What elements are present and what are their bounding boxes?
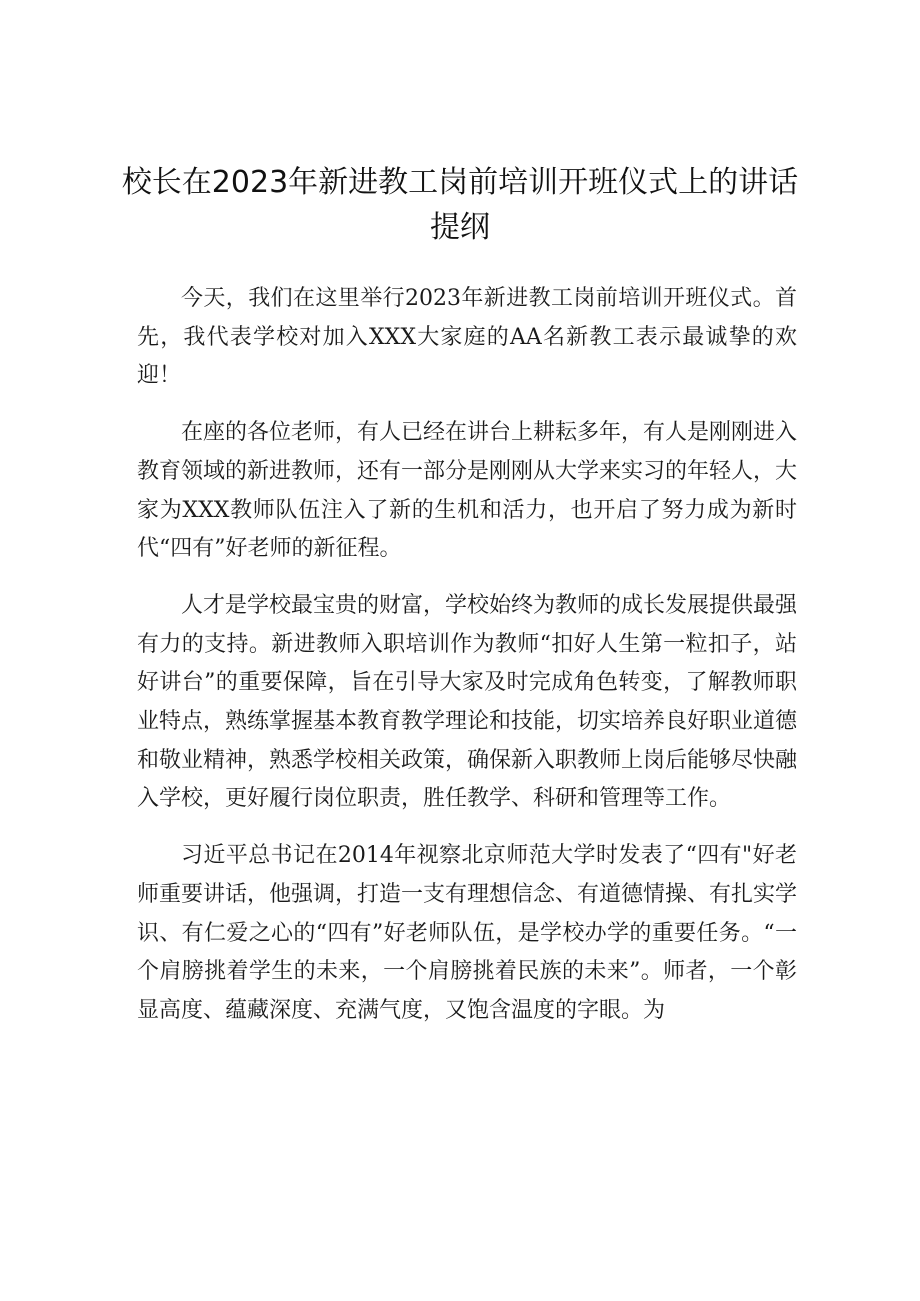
paragraph-1: 今天，我们在这里举行2023年新进教工岗前培训开班仪式。首先，我代表学校对加入XXX大家庭的AA名新教工表示最诚挚的欢迎！ <box>137 286 797 389</box>
paragraph-4: 习近平总书记在2014年视察北京师范大学时发表了“四有"好老师重要讲话，他强调，打造一支有理想信念、有道德情操、有扎实学识、有仁爱之心的“四有”好老师队伍，是学校办学的重要任务。“一个肩膀挑着学生的未来，一个肩膀挑着民族的未来”。师者，一个彰显高度、蕴藏深度、充满气度，又饱含温度的字眼。为 <box>137 843 798 1023</box>
paragraph-3: 人才是学校最宝贵的财富，学校始终为教师的成长发展提供最强有力的支持。新进教师入职培训作为教师“扣好人生第一粒扣子，站好讲台”的重要保障，旨在引导大家及时完成角色转变，了解教师职业特点，熟练掌握基本教育教学理论和技能，切实培养良好职业道德和敬业精神，熟悉学校相关政策，确保新入职教师上岗后能够尽快融入学校，更好履行岗位职责，胜任教学、科研和管理等工作。 <box>137 592 798 812</box>
document-title: 校长在2023年新进教工岗前培训开班仪式上的讲话提纲 <box>121 165 799 245</box>
paragraph-2: 在座的各位老师，有人已经在讲台上耕耘多年，有人是刚刚进入教育领域的新进教师，还有一部分是刚刚从大学来实习的年轻人，大家为XXX教师队伍注入了新的生机和活力，也开启了努力成为新时代“四有”好老师的新征程。 <box>137 420 798 562</box>
document-body <box>137 280 797 1049</box>
